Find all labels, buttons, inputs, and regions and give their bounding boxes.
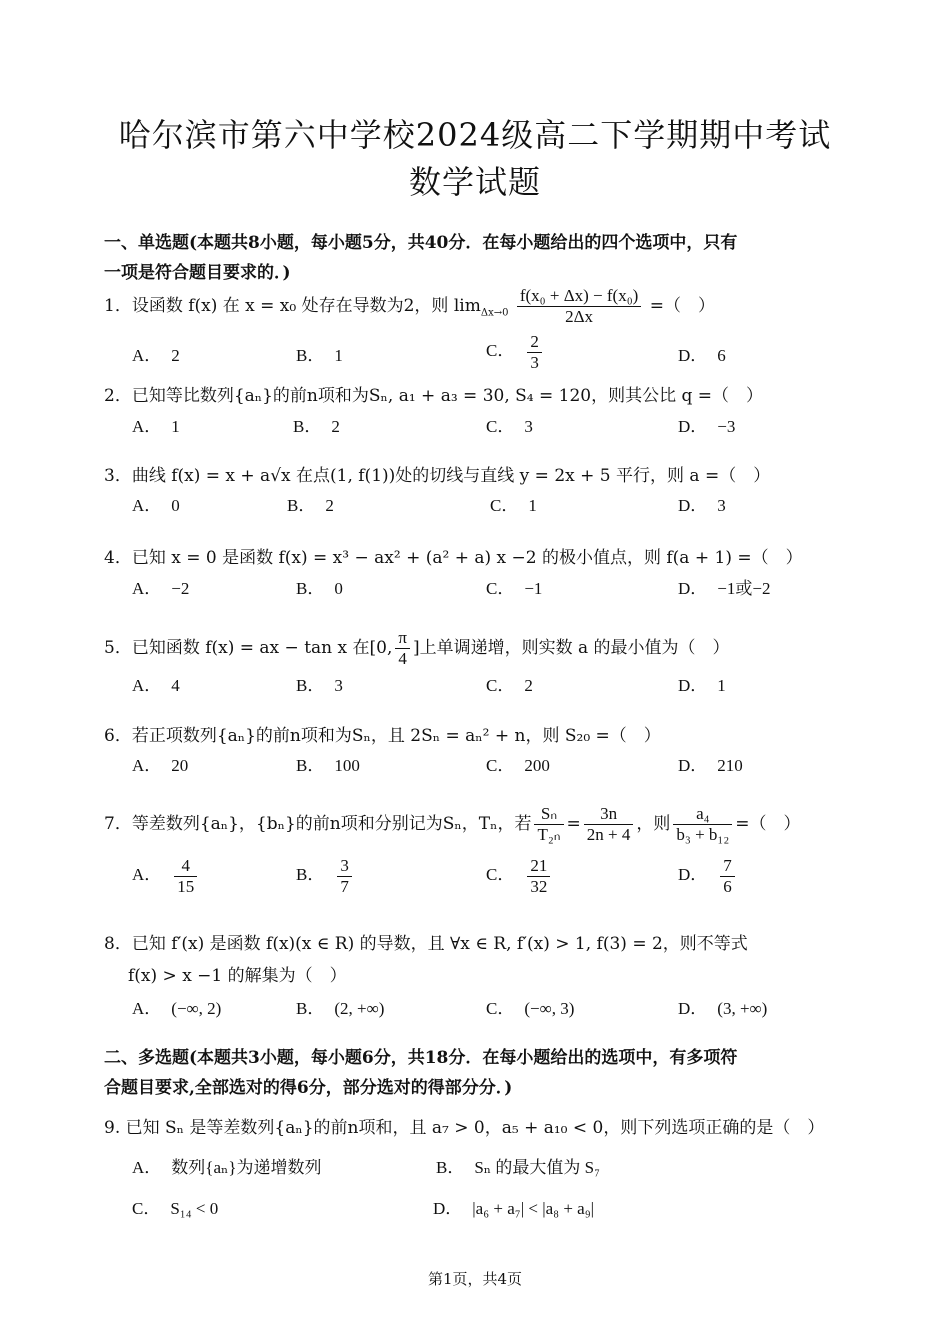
question-5-stem: 5．已知函数 f(x) = ax − tan x 在[0, $\frac{\pi}{4}$ ]上单调递增，则实数 a 的最小值为（ ） xyxy=(104,628,730,668)
question-8-option-d[interactable]: D． (3, +∞) xyxy=(678,999,768,1018)
question-9-stem: 9. 已知 Sₙ 是等差数列{aₙ}的前n项和，且 a₇ > 0，a₅ + a₁₀ < 0，则下列选项正确的是（ ） xyxy=(104,1118,825,1138)
question-7-option-a[interactable]: A． $\frac{4}{15}$ xyxy=(132,856,200,897)
question-1-option-a[interactable]: A． 2 xyxy=(132,346,180,365)
question-2-option-b[interactable]: B． 2 xyxy=(293,417,340,436)
question-7-option-d[interactable]: D． $\frac{7}{6}$ xyxy=(678,856,738,897)
question-8-stem-line2: f(x) > x −1 的解集为（ ） xyxy=(128,966,347,986)
question-5-fraction: $\frac{\pi}{4}$ xyxy=(395,628,410,669)
question-8-option-b[interactable]: B． (2, +∞) xyxy=(296,999,385,1018)
question-7-stem: 7．等差数列{aₙ}，{bₙ}的前n项和分别记为Sₙ，Tₙ，若 $\frac{\text{Sₙ}}{\text{T₂ₙ}}$ = $\frac{3n}{2n + 4}$ ，则 $\frac{\text{a₄}}{\text{b₃ + b₁₂}}$ =（ ） xyxy=(104,804,801,844)
question-6-option-b[interactable]: B． 100 xyxy=(296,756,360,775)
question-2-option-c[interactable]: C． 3 xyxy=(486,417,533,436)
question-9-option-b[interactable]: B． Sₙ 的最大值为 S₇ xyxy=(436,1158,601,1177)
question-3-option-b[interactable]: B． 2 xyxy=(287,496,334,515)
question-7-option-c[interactable]: C． $\frac{21}{32}$ xyxy=(486,856,553,897)
question-4-option-b[interactable]: B． 0 xyxy=(296,579,343,598)
exam-subtitle: 数学试题 xyxy=(408,163,541,201)
question-4-option-c[interactable]: C． −1 xyxy=(486,579,543,598)
section2-heading: 二、多选题(本题共3小题，每小题6分，共18分．在每小题给出的选项中，有多项符 合题目要求,全部选对的得6分，部分选对的得部分分．) xyxy=(104,1048,738,1098)
question-5-option-d[interactable]: D． 1 xyxy=(678,676,726,695)
question-6-option-a[interactable]: A． 20 xyxy=(132,756,189,775)
page-footer: 第1页，共4页 xyxy=(427,1270,523,1288)
question-3-option-d[interactable]: D． 3 xyxy=(678,496,726,515)
question-7-option-b[interactable]: B． $\frac{3}{7}$ xyxy=(296,856,355,897)
question-1-stem: 1．设函数 f(x) 在 x = x₀ 处存在导数为2，则 $\lim_{\Delta x\to 0}$ $\frac{\text{f(x₀ + Δx) − f(x₀)}}{2\Delta x}$ =（ ） xyxy=(104,286,715,326)
question-1-option-b[interactable]: B． 1 xyxy=(296,346,343,365)
question-1-option-d[interactable]: D． 6 xyxy=(678,346,726,365)
question-5-option-c[interactable]: C． 2 xyxy=(486,676,533,695)
question-8-option-a[interactable]: A． (−∞, 2) xyxy=(132,999,222,1018)
question-1-fraction: $\frac{\text{f(x₀ + Δx) − f(x₀)}}{2\Delta x}$ xyxy=(517,286,641,327)
question-2-option-a[interactable]: A． 1 xyxy=(132,417,180,436)
question-6-stem: 6．若正项数列{aₙ}的前n项和为Sₙ，且 2Sₙ = aₙ² + n，则 S₂₀ =（ ） xyxy=(104,726,661,746)
question-5-option-b[interactable]: B． 3 xyxy=(296,676,343,695)
question-3-option-a[interactable]: A． 0 xyxy=(132,496,180,515)
question-4-stem: 4．已知 x = 0 是函数 f(x) = x³ − ax² + (a² + a) x −2 的极小值点，则 f(a + 1) =（ ） xyxy=(104,548,803,568)
question-5-option-a[interactable]: A． 4 xyxy=(132,676,180,695)
question-8-option-c[interactable]: C． (−∞, 3) xyxy=(486,999,575,1018)
question-3-option-c[interactable]: C． 1 xyxy=(490,496,537,515)
question-1-option-c[interactable]: C． $\frac{2}{3}$ xyxy=(486,332,545,373)
question-2-option-d[interactable]: D． −3 xyxy=(678,417,736,436)
question-4-option-d[interactable]: D． −1或−2 xyxy=(678,579,771,598)
question-9-option-c[interactable]: C． S₁₄ < 0 xyxy=(132,1199,219,1218)
question-9-option-d[interactable]: D． |a₆ + a₇| < |a₈ + a₉| xyxy=(433,1199,595,1218)
question-4-option-a[interactable]: A． −2 xyxy=(132,579,190,598)
question-6-option-d[interactable]: D． 210 xyxy=(678,756,743,775)
question-6-option-c[interactable]: C． 200 xyxy=(486,756,550,775)
question-8-stem: 8．已知 f′(x) 是函数 f(x)(x ∈ R) 的导数，且 ∀x ∈ R, f′(x) > 1, f(3) = 2，则不等式 xyxy=(104,934,748,954)
exam-title: 哈尔滨市第六中学校2024级高二下学期期中考试 xyxy=(118,116,832,154)
question-2-stem: 2．已知等比数列{aₙ}的前n项和为Sₙ, a₁ + a₃ = 30, S₄ = 120，则其公比 q =（ ） xyxy=(104,386,764,406)
question-9-option-a[interactable]: A． 数列{aₙ}为递增数列 xyxy=(132,1158,322,1177)
section1-heading: 一、单选题(本题共8小题，每小题5分，共40分．在每小题给出的四个选项中，只有 一项是符合题目要求的．) xyxy=(104,233,738,283)
question-3-stem: 3．曲线 f(x) = x + a√x 在点(1, f(1))处的切线与直线 y = 2x + 5 平行，则 a =（ ） xyxy=(104,466,771,486)
